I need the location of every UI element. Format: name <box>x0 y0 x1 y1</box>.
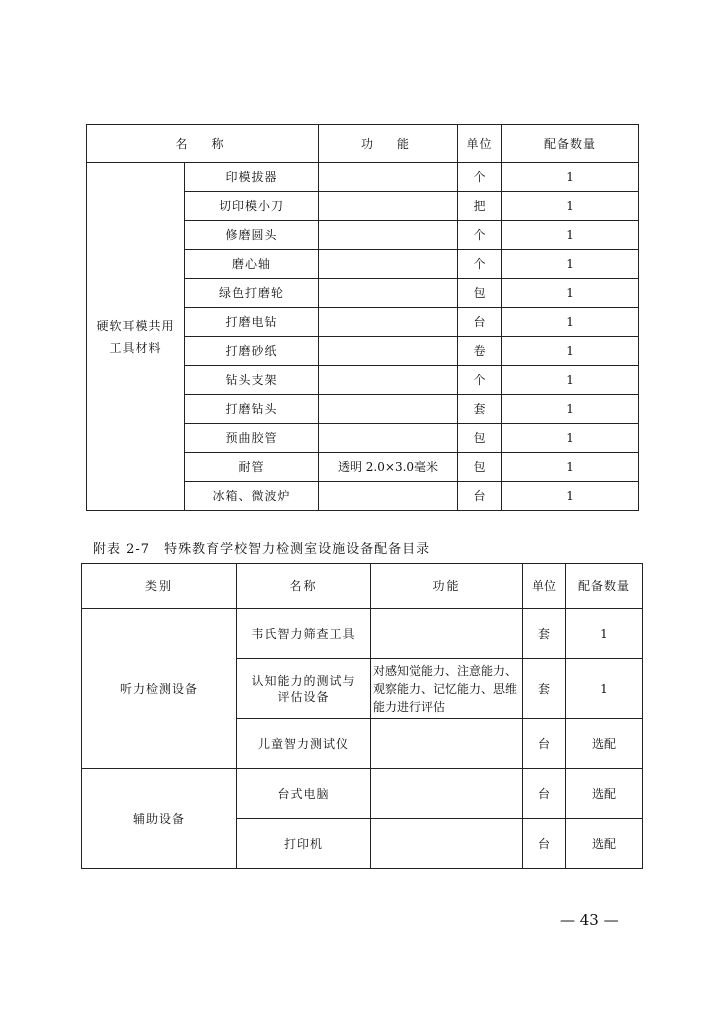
name-cell: 钻头支架 <box>185 366 319 395</box>
name-cell: 耐管 <box>185 453 319 482</box>
header-name: 名称 <box>237 564 371 609</box>
unit-cell: 个 <box>458 366 502 395</box>
function-cell <box>371 609 523 659</box>
header-function: 功能 <box>371 564 523 609</box>
quantity-cell: 1 <box>502 192 639 221</box>
table-header-row <box>82 564 643 609</box>
quantity-cell: 1 <box>502 250 639 279</box>
category-cell <box>87 163 185 511</box>
header-name: 名 称 <box>87 125 319 163</box>
unit-cell: 台 <box>523 719 566 769</box>
function-cell <box>319 279 458 308</box>
function-cell: 透明 2.0×3.0毫米 <box>319 453 458 482</box>
function-cell <box>319 395 458 424</box>
category-line: 硬软耳模共用 <box>96 318 175 333</box>
name-cell: 切印模小刀 <box>185 192 319 221</box>
name-line: 认知能力的测试与 <box>251 673 356 688</box>
unit-cell: 包 <box>458 424 502 453</box>
category-line: 工具材料 <box>109 340 162 355</box>
quantity-cell: 选配 <box>566 769 643 819</box>
table-row <box>87 163 639 192</box>
quantity-cell: 1 <box>502 337 639 366</box>
function-cell <box>319 482 458 511</box>
category-cell: 辅助设备 <box>82 769 237 869</box>
function-cell <box>319 308 458 337</box>
quantity-cell: 选配 <box>566 719 643 769</box>
function-line: 能力进行评估 <box>373 699 446 714</box>
unit-cell: 套 <box>523 659 566 719</box>
function-cell <box>319 192 458 221</box>
table-caption: 附表 2-7 特殊教育学校智力检测室设施设备配备目录 <box>93 542 431 557</box>
name-cell: 打磨钻头 <box>185 395 319 424</box>
name-cell: 儿童智力测试仪 <box>237 719 371 769</box>
quantity-cell: 选配 <box>566 819 643 869</box>
quantity-cell: 1 <box>502 221 639 250</box>
quantity-cell: 1 <box>502 366 639 395</box>
quantity-cell: 1 <box>502 453 639 482</box>
unit-cell: 个 <box>458 163 502 192</box>
function-cell <box>371 719 523 769</box>
page-number: — 43 — <box>560 911 619 929</box>
name-cell: 磨心轴 <box>185 250 319 279</box>
name-cell <box>237 659 371 719</box>
quantity-cell: 1 <box>566 609 643 659</box>
unit-cell: 台 <box>523 769 566 819</box>
header-quantity: 配备数量 <box>566 564 643 609</box>
quantity-cell: 1 <box>502 308 639 337</box>
quantity-cell: 1 <box>502 482 639 511</box>
unit-cell: 包 <box>458 453 502 482</box>
quantity-cell: 1 <box>566 659 643 719</box>
function-cell <box>319 250 458 279</box>
function-cell <box>319 163 458 192</box>
unit-cell: 台 <box>523 819 566 869</box>
table-row <box>82 769 643 819</box>
name-cell: 打磨电钻 <box>185 308 319 337</box>
name-line: 评估设备 <box>277 689 330 704</box>
unit-cell: 卷 <box>458 337 502 366</box>
function-cell <box>319 366 458 395</box>
function-line: 观察能力、记忆能力、思维 <box>373 681 518 696</box>
header-unit: 单位 <box>523 564 566 609</box>
header-unit: 单位 <box>458 125 502 163</box>
unit-cell: 套 <box>523 609 566 659</box>
quantity-cell: 1 <box>502 279 639 308</box>
function-cell <box>371 659 523 719</box>
function-cell <box>319 337 458 366</box>
equipment-table-continued <box>86 124 639 511</box>
name-cell: 韦氏智力筛查工具 <box>237 609 371 659</box>
function-cell <box>371 819 523 869</box>
function-line: 对感知觉能力、注意能力、 <box>373 663 518 678</box>
name-cell: 台式电脑 <box>237 769 371 819</box>
table-row <box>82 609 643 659</box>
quantity-cell: 1 <box>502 424 639 453</box>
name-cell: 印模拔器 <box>185 163 319 192</box>
unit-cell: 台 <box>458 308 502 337</box>
quantity-cell: 1 <box>502 395 639 424</box>
header-category: 类别 <box>82 564 237 609</box>
unit-cell: 套 <box>458 395 502 424</box>
function-cell <box>371 769 523 819</box>
unit-cell: 台 <box>458 482 502 511</box>
unit-cell: 把 <box>458 192 502 221</box>
table-header-row <box>87 125 639 163</box>
header-quantity: 配备数量 <box>502 125 639 163</box>
name-cell: 预曲胶管 <box>185 424 319 453</box>
name-cell: 冰箱、微波炉 <box>185 482 319 511</box>
name-cell: 修磨圆头 <box>185 221 319 250</box>
quantity-cell: 1 <box>502 163 639 192</box>
name-cell: 绿色打磨轮 <box>185 279 319 308</box>
category-cell: 听力检测设备 <box>82 609 237 769</box>
intelligence-test-room-table <box>81 563 643 869</box>
function-cell <box>319 221 458 250</box>
header-function: 功 能 <box>319 125 458 163</box>
unit-cell: 个 <box>458 221 502 250</box>
name-cell: 打磨砂纸 <box>185 337 319 366</box>
unit-cell: 包 <box>458 279 502 308</box>
unit-cell: 个 <box>458 250 502 279</box>
function-cell <box>319 424 458 453</box>
name-cell: 打印机 <box>237 819 371 869</box>
